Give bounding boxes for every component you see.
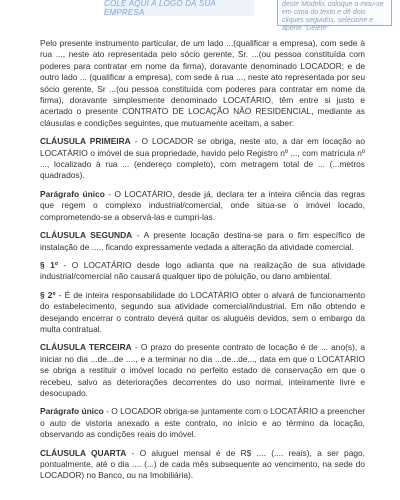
paragrafo-unico-3 <box>40 406 365 440</box>
clause-text: - O LOCADOR obriga-se juntamente com o LOCATÁRIO a preencher o auto de vistoria anexado a este contrato, no início e ao término da locação, observando as condições reais do imóvel. <box>40 406 366 440</box>
clause-text: - O aluguel mensal é de R$ .... (.... reais), a ser pago, pontualmente, até o dia .... (...) de cada mês subsequente ao vencimento, na sede do LOCADOR) no Banco, ou na Imobiliária). <box>40 447 365 481</box>
clause-title: CLÁUSULA QUARTA <box>40 447 127 458</box>
logo-placeholder[interactable]: COLE AQUI A LOGO DA SUA EMPRESA <box>104 0 254 16</box>
clause-title: § 1º <box>40 259 58 270</box>
paragrafo-2 <box>40 290 365 336</box>
clause-title: CLÁUSULA SEGUNDA <box>40 230 133 241</box>
clause-text: - O prazo do presente contrato de locação é de ... ano(s), a iniciar no dia ...de...de ...., e a terminar no dia ...de...de..., data em que o LOCATÁRIO se obriga a restituir o imóvel locado no perfeito estado de conservação em que o recebeu, salvo as deteriorações decorrentes do uso normal, inteiramente livre e desocupado. <box>40 342 366 398</box>
clause-title: Parágrafo único <box>40 188 105 199</box>
intro-paragraph: Pelo presente instrumento particular, de um lado ...(qualificar a empresa), com sede à rua ..., neste ato representada pelo sócio gerente, Sr. ...(ou pessoa constituída com poderes para contratar em nome da firma), doravante denominado LOCADOR; e de outro lado ... (qualificar a empresa), com sede à rua ..., neste ato representada por seu sócio gerente, Sr ...(ou pessoa constituída com poderes para contratar em nome da firma), doravante simplesmente denominado LOCATÁRIO, têm entre si justo e acertado o presente CONTRATO DE LOCAÇÃO NÃO RESIDENCIAL, mediante as cláusulas e condições seguintes, que mutuamente aceitam, a saber: <box>40 38 365 128</box>
clause-title: § 2º <box>40 289 56 300</box>
clausula-primeira <box>40 136 365 182</box>
clause-text: - A presente locação destina-se para o fim específico de instalação de ...., ficando expressamente vedada a alteração da atividade comercial. <box>40 230 365 252</box>
clausula-segunda <box>40 230 365 253</box>
contract-body <box>40 38 365 489</box>
clause-title: Parágrafo único <box>40 406 104 417</box>
clausula-quarta <box>40 448 365 482</box>
help-note: deste Modelo, coloque o mou-se em cima do texto e dê dois cliques seguidos, selecione e aperte "Delete" <box>277 0 392 26</box>
paragrafo-1 <box>40 260 365 283</box>
clause-text: - É de inteira responsabilidade do LOCATÁRIO obter o alvará de funcionamento do estabelecimento, segundo sua atividade comercial/industrial. Em não obtendo e desejando encerrar o contrato deverá quitar os aluguéis devidos, sem o embargo da multa contratual. <box>40 289 366 334</box>
paragrafo-unico-1 <box>40 189 365 223</box>
clause-title: CLÁUSULA PRIMEIRA <box>40 136 131 147</box>
clause-title: CLÁUSULA TERCEIRA <box>40 342 132 353</box>
clause-text: - O LOCADOR se obriga, neste ato, a dar em locação ao LOCATÁRIO o imóvel de sua propriedade, havido pelo Registro nº ..., com matrícula nº ..., localizado à rua ... (endereço completo), com metragem total de ... (...metros quadrados). <box>40 136 365 181</box>
clausula-terceira <box>40 342 365 399</box>
clause-text: - O LOCATÁRIO desde logo adianta que na realização de sua atividade industrial/comercial não causará qualquer tipo de poluição, ou dano ambiental. <box>40 259 366 282</box>
clause-text: - O LOCATÁRIO, desde já, declara ter a inteira ciência das regras que regem o complexo industrial/comercial, onde situa-se o imóvel locado, comprometendo-se a observá-las e cumpri-las. <box>40 188 365 222</box>
